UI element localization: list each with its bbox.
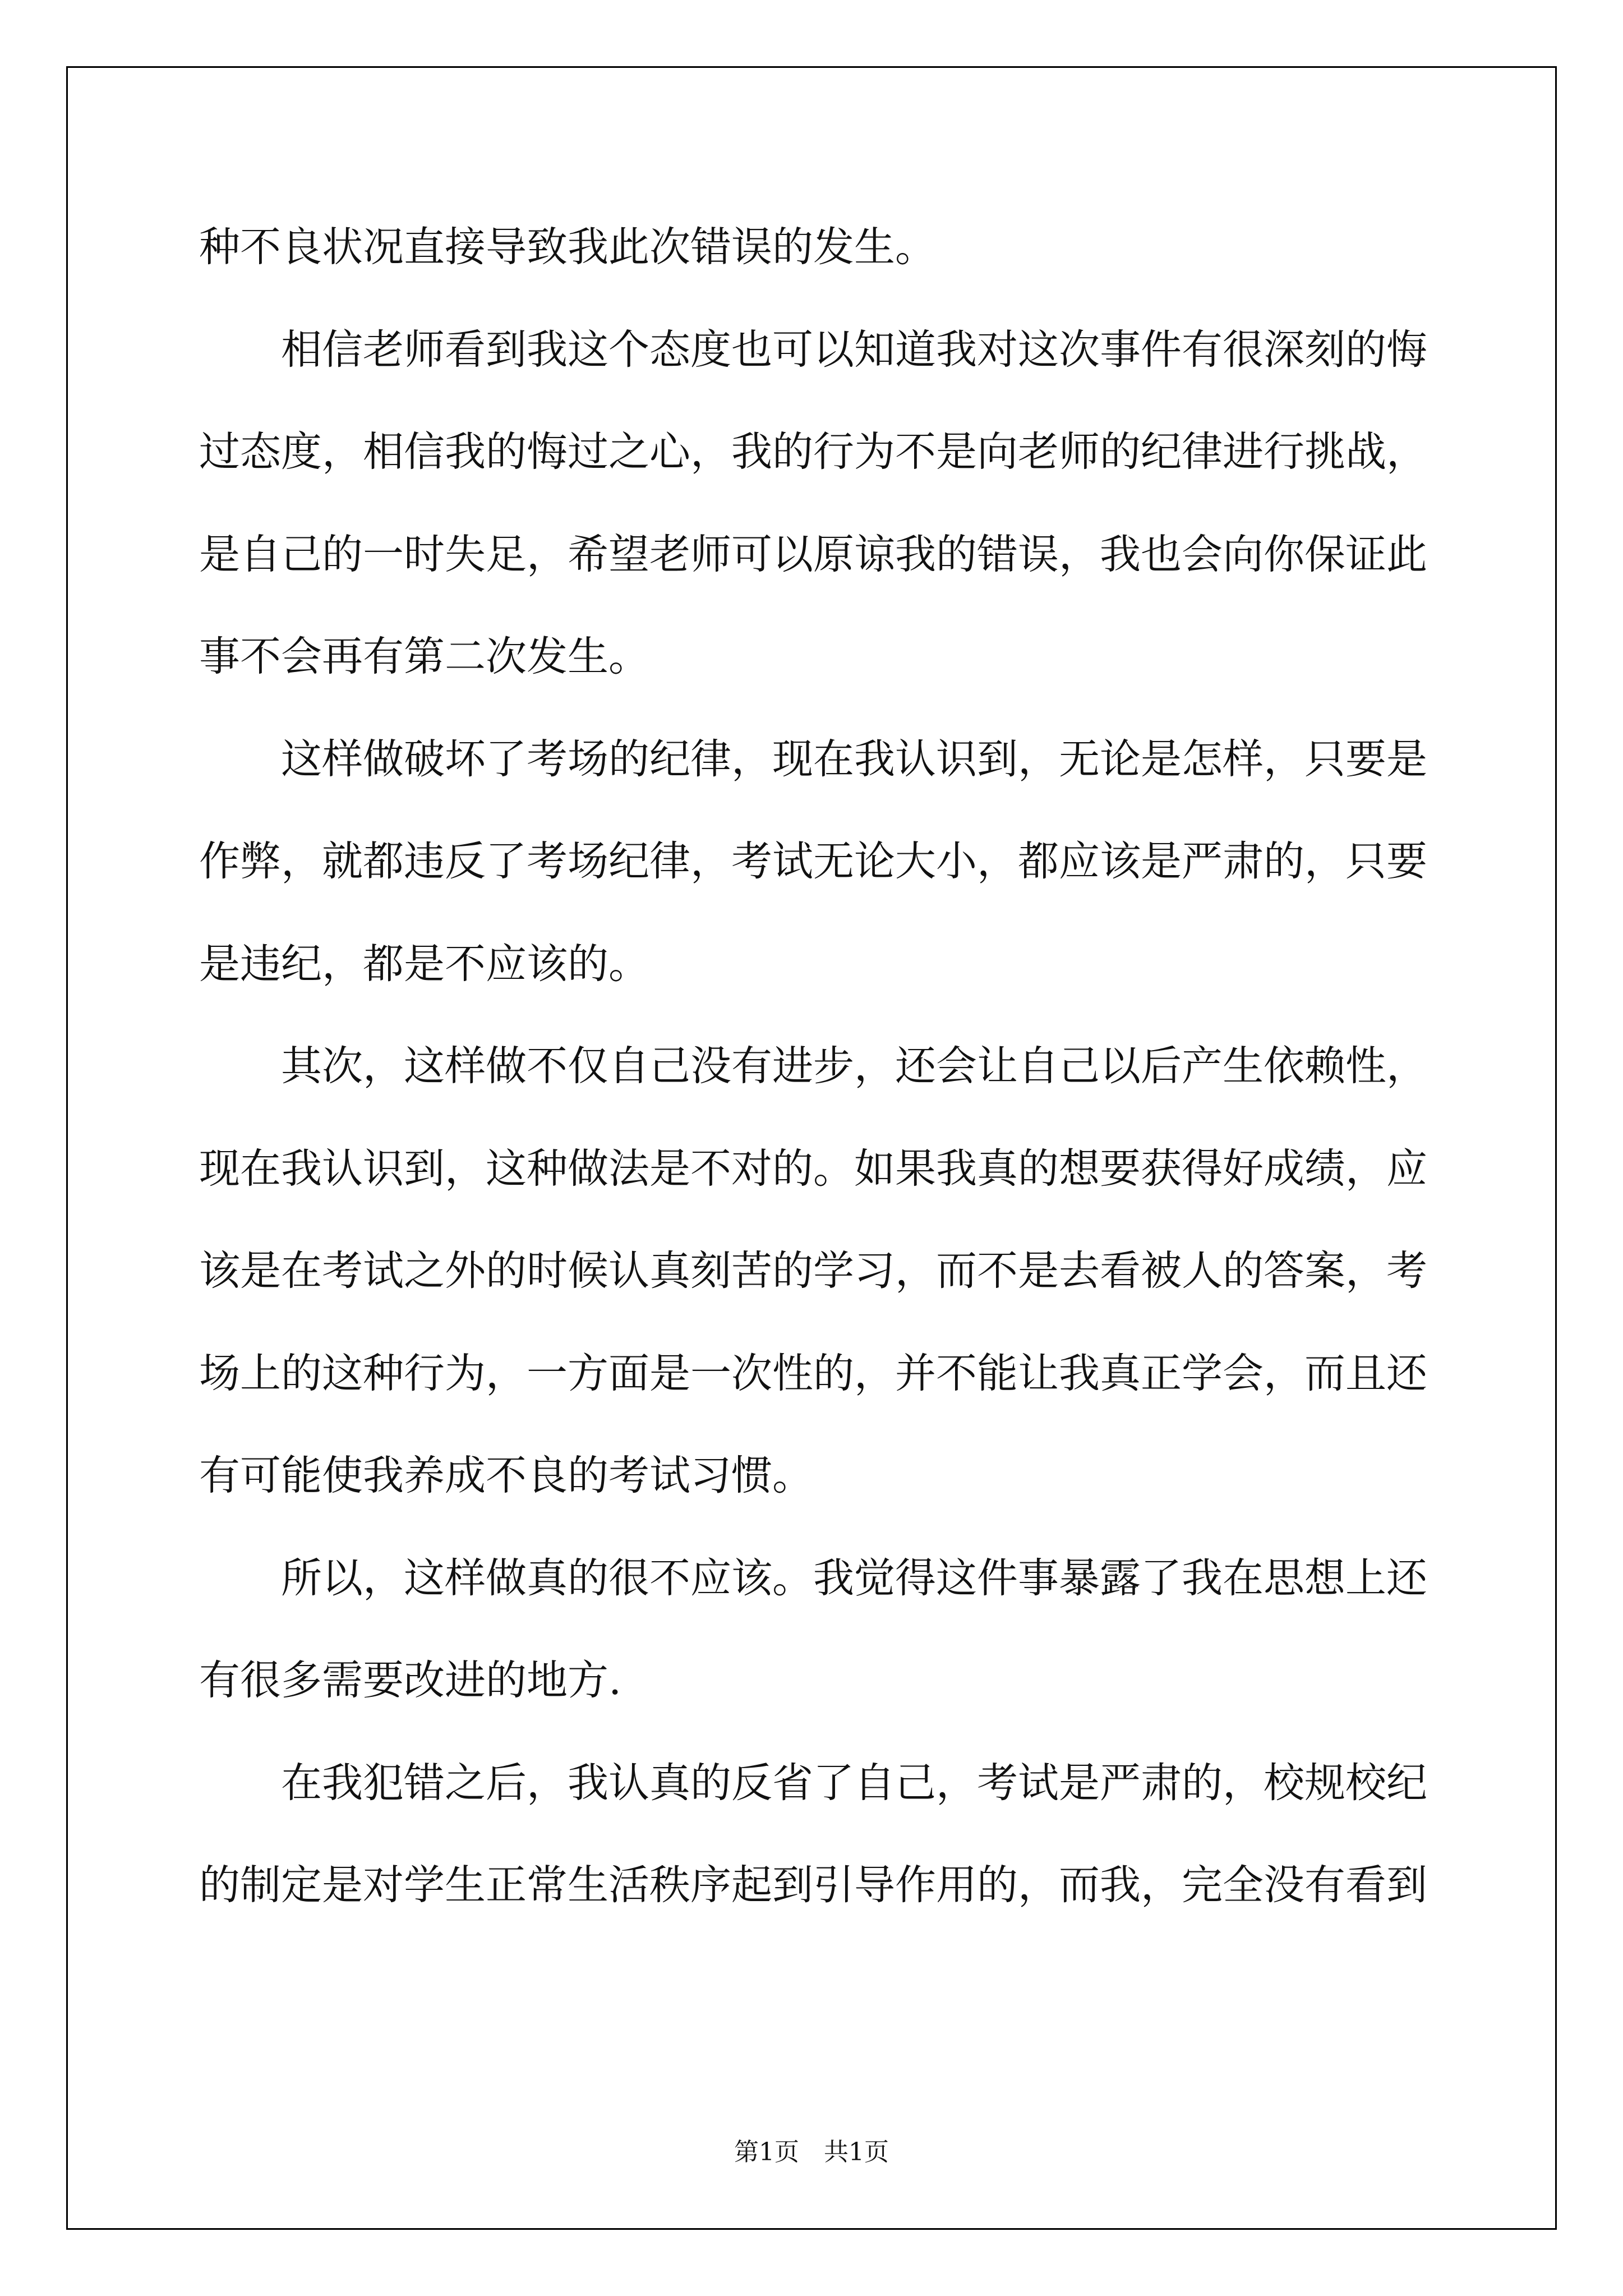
paragraph-4: 其次，这样做不仅自己没有进步，还会让自己以后产生依赖性，现在我认识到，这种做法是不对的。如果我真的想要获得好成绩，应该是在考试之外的时候认真刻苦的学习，而不是去看被人的答案，考场上的这种行为，一方面是一次性的，并不能让我真正学会，而且还有可能使我养成不良的考试习惯。: [199, 1042, 1427, 1499]
paragraph-3: 这样做破坏了考场的纪律，现在我认识到，无论是怎样，只要是作弊，就都违反了考场纪律，考试无论大小，都应该是严肃的，只要是违纪，都是不应该的。: [199, 735, 1427, 988]
document-body: [199, 196, 1427, 1937]
paragraph-6: 在我犯错之后，我认真的反省了自己，考试是严肃的，校规校纪的制定是对学生正常生活秩序起到引导作用的，而我，完全没有看到: [199, 1759, 1427, 1909]
paragraph-5: 所以，这样做真的很不应该。我觉得这件事暴露了我在思想上还有很多需要改进的地方.: [199, 1554, 1427, 1704]
paragraph-2: 相信老师看到我这个态度也可以知道我对这次事件有很深刻的悔过态度，相信我的悔过之心，我的行为不是向老师的纪律进行挑战，是自己的一时失足，希望老师可以原谅我的错误，我也会向你保证此事不会再有第二次发生。: [199, 325, 1427, 680]
page-number-footer: 第1页 共1页: [734, 2138, 889, 2166]
paragraph-1: 种不良状况直接导致我此次错误的发生。: [199, 223, 936, 271]
